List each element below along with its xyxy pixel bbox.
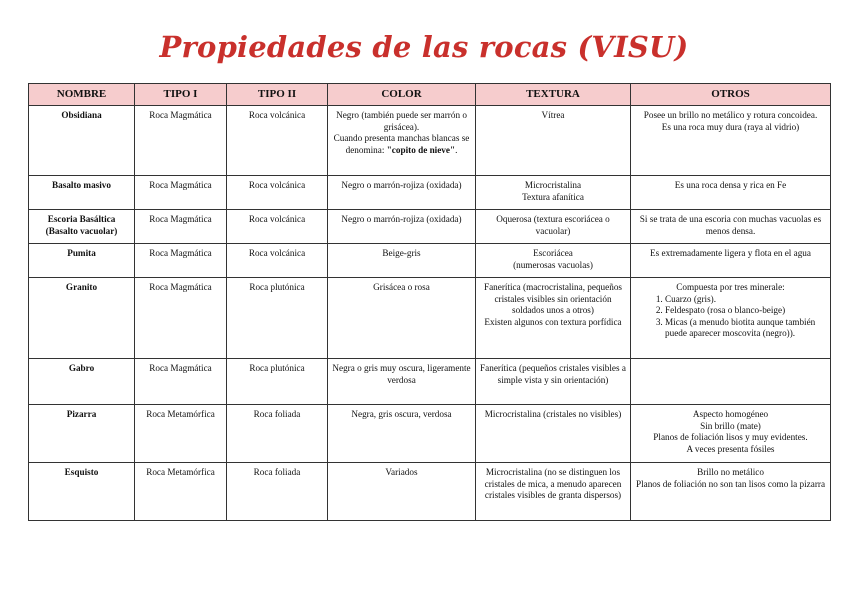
cell-text-bold: "copito de nieve" xyxy=(386,144,456,155)
cell-textura xyxy=(476,210,631,244)
cell-text: Microcristalina (no se distinguen los cristales de mica, a menudo aparecen cristales visibles de granta dispersos) xyxy=(484,467,622,500)
cell-tipo-2: Roca plutónica xyxy=(227,278,328,359)
cell-tipo-1: Roca Magmática xyxy=(135,278,227,359)
cell-textura xyxy=(476,463,631,521)
cell-text: Brillo no metálico xyxy=(697,467,764,477)
cell-text: Planos de foliación no son tan lisos como la pizarra xyxy=(635,478,826,489)
cell-text: Beige-gris xyxy=(382,248,421,258)
cell-nombre: Pumita xyxy=(29,244,135,278)
cell-text: Negro (también puede ser marrón o grisácea). xyxy=(336,110,467,132)
cell-otros xyxy=(631,463,831,521)
cell-nombre: Obsidiana xyxy=(29,106,135,176)
cell-color xyxy=(328,405,476,463)
cell-color xyxy=(328,244,476,278)
cell-text: Textura afanítica xyxy=(522,191,584,202)
cell-textura xyxy=(476,359,631,405)
list-item: 1. Cuarzo (gris). xyxy=(665,294,826,306)
cell-text: Fanerítica (pequeños cristales visibles a simple vista y sin orientación) xyxy=(480,363,626,385)
cell-tipo-1: Roca Magmática xyxy=(135,244,227,278)
cell-otros xyxy=(631,244,831,278)
cell-nombre: Granito xyxy=(29,278,135,359)
table-row xyxy=(29,463,831,521)
cell-text: Variados xyxy=(385,467,418,477)
table-row xyxy=(29,106,831,176)
cell-nombre: Pizarra xyxy=(29,405,135,463)
header-color: COLOR xyxy=(328,84,476,106)
cell-text: Microcristalina (cristales no visibles) xyxy=(484,409,622,419)
cell-text: Compuesta por tres minerale: xyxy=(676,282,785,292)
cell-color xyxy=(328,210,476,244)
cell-text: Negro o marrón-rojiza (oxidada) xyxy=(341,180,462,190)
table-row xyxy=(29,210,831,244)
cell-text: Escoriácea xyxy=(533,248,573,258)
cell-otros xyxy=(631,405,831,463)
cell-otros xyxy=(631,210,831,244)
cell-tipo-2: Roca foliada xyxy=(227,463,328,521)
cell-otros xyxy=(631,106,831,176)
cell-text: A veces presenta fósiles xyxy=(686,443,775,454)
cell-text: Oquerosa (textura escoriácea o vacuolar) xyxy=(496,214,610,236)
cell-text: Cuando presenta manchas blancas se denomina: xyxy=(333,133,470,155)
header-otros: OTROS xyxy=(631,84,831,106)
cell-text: (numerosas vacuolas) xyxy=(513,259,593,270)
header-row xyxy=(29,84,831,106)
table-row xyxy=(29,176,831,210)
cell-textura xyxy=(476,106,631,176)
cell-otros xyxy=(631,278,831,359)
cell-tipo-1: Roca Magmática xyxy=(135,106,227,176)
cell-color xyxy=(328,176,476,210)
rock-properties-table xyxy=(28,83,831,521)
header-tipo-1: TIPO I xyxy=(135,84,227,106)
cell-text: Si se trata de una escoria con muchas vacuolas es menos densa. xyxy=(639,214,822,236)
cell-otros xyxy=(631,176,831,210)
cell-text: Grisácea o rosa xyxy=(373,282,430,292)
list-item: 2. Feldespato (rosa o blanco-beige) xyxy=(665,305,826,317)
cell-tipo-2: Roca volcánica xyxy=(227,244,328,278)
cell-text: Es una roca muy dura (raya al vidrio) xyxy=(661,121,800,132)
cell-tipo-2: Roca volcánica xyxy=(227,176,328,210)
cell-tipo-2: Roca volcánica xyxy=(227,210,328,244)
table-row xyxy=(29,405,831,463)
cell-nombre: Gabro xyxy=(29,359,135,405)
table-row xyxy=(29,278,831,359)
cell-textura xyxy=(476,244,631,278)
header-nombre: NOMBRE xyxy=(29,84,135,106)
cell-text: Negra, gris oscura, verdosa xyxy=(351,409,452,419)
cell-tipo-1: Roca Magmática xyxy=(135,210,227,244)
cell-text: Es extremadamente ligera y flota en el agua xyxy=(650,248,811,258)
cell-nombre: Esquisto xyxy=(29,463,135,521)
mineral-list xyxy=(635,294,826,340)
cell-text: Vítrea xyxy=(541,110,565,120)
cell-textura xyxy=(476,405,631,463)
header-tipo-2: TIPO II xyxy=(227,84,328,106)
cell-tipo-2: Roca plutónica xyxy=(227,359,328,405)
table-row xyxy=(29,244,831,278)
cell-tipo-1: Roca Metamórfica xyxy=(135,463,227,521)
list-item: 3. Micas (a menudo biotita aunque también puede aparecer moscovita (negro)). xyxy=(665,317,826,340)
cell-text: Microcristalina xyxy=(524,180,582,190)
cell-text: Aspecto homogéneo xyxy=(692,409,769,419)
cell-text: Negro o marrón-rojiza (oxidada) xyxy=(341,214,462,224)
cell-tipo-1: Roca Magmática xyxy=(135,176,227,210)
cell-color xyxy=(328,359,476,405)
cell-nombre: Escoria Basáltica (Basalto vacuolar) xyxy=(29,210,135,244)
cell-text: Fanerítica (macrocristalina, pequeños cristales visibles sin orientación soldados unos a otros) xyxy=(483,282,622,315)
cell-tipo-2: Roca foliada xyxy=(227,405,328,463)
cell-text: Negra o gris muy oscura, ligeramente verdosa xyxy=(332,363,471,385)
cell-tipo-1: Roca Magmática xyxy=(135,359,227,405)
cell-color xyxy=(328,106,476,176)
table-row xyxy=(29,359,831,405)
header-textura: TEXTURA xyxy=(476,84,631,106)
cell-text: Existen algunos con textura porfídica xyxy=(484,316,622,327)
cell-color xyxy=(328,278,476,359)
cell-color xyxy=(328,463,476,521)
cell-otros xyxy=(631,359,831,405)
cell-text: . xyxy=(455,144,458,155)
cell-tipo-2: Roca volcánica xyxy=(227,106,328,176)
cell-text: Sin brillo (mate) xyxy=(700,420,761,431)
cell-text: Planos de foliación lisos y muy evidentes. xyxy=(653,432,808,442)
cell-nombre: Basalto masivo xyxy=(29,176,135,210)
cell-text: Posee un brillo no metálico y rotura concoidea. xyxy=(643,110,818,120)
cell-tipo-1: Roca Metamórfica xyxy=(135,405,227,463)
page-title: Propiedades de las rocas (VISU) xyxy=(159,30,689,64)
cell-text: Es una roca densa y rica en Fe xyxy=(674,180,787,190)
cell-textura xyxy=(476,278,631,359)
cell-textura xyxy=(476,176,631,210)
